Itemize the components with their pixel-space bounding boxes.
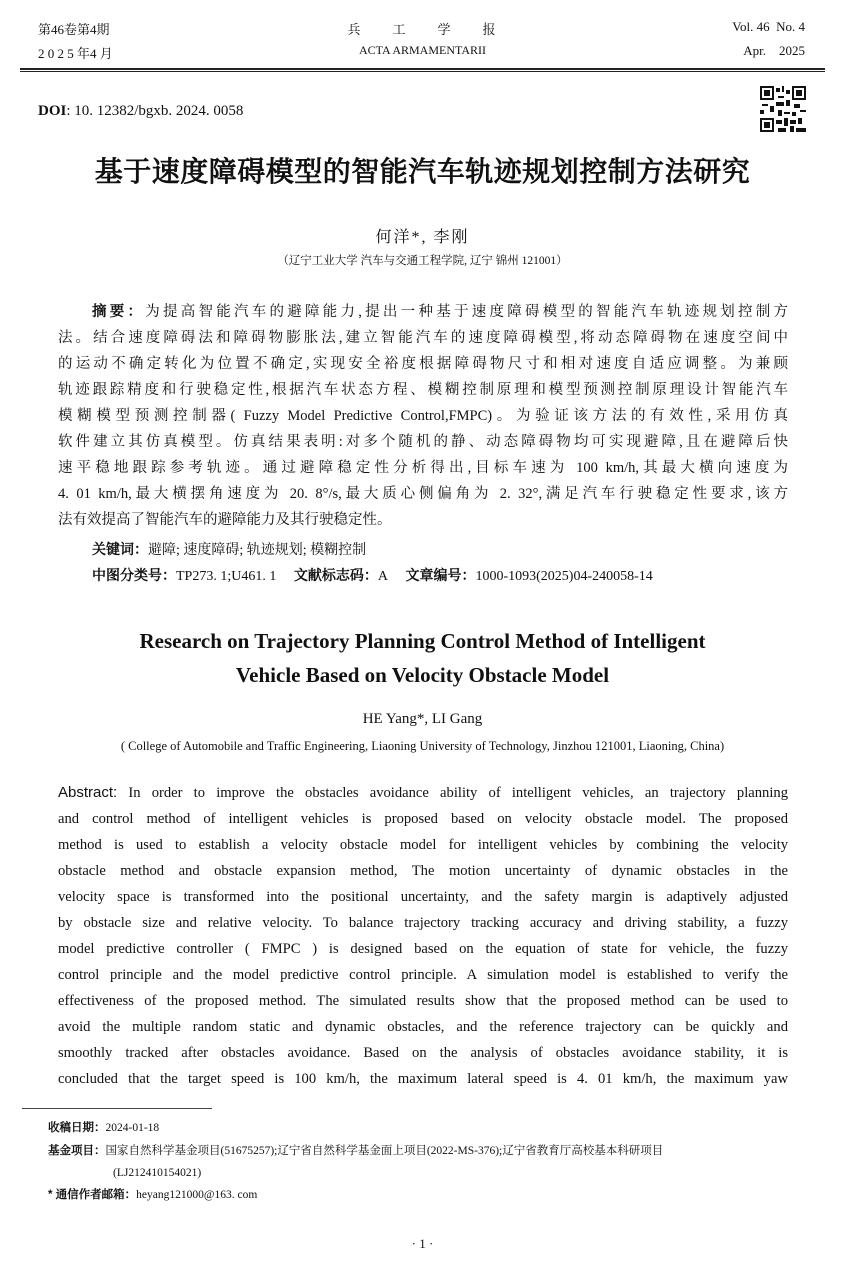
abstract-en-line: by obstacle size and relative velocity. To balance trajectory tracking accuracy and driving stability, a fuzzy [58, 915, 788, 931]
footnote-email [48, 1184, 257, 1206]
affiliation-cn: （辽宁工业大学 汽车与交通工程学院, 辽宁 锦州 121001） [277, 255, 568, 267]
clc-value: TP273. 1;U461. 1 [176, 569, 277, 584]
email-value[interactable]: heyang121000@163. com [136, 1189, 258, 1201]
abstract-cn-line: 4. 01 km/h,最大横摆角速度为 20. 8°/s,最大质心侧偏角为 2. 32°,满足汽车行驶稳定性要求,该方 [58, 486, 788, 502]
abstract-en [58, 780, 788, 1092]
abstract-cn-label: 摘要： [92, 304, 146, 320]
doi-value[interactable]: 10. 12382/bgxb. 2024. 0058 [74, 103, 244, 119]
abstract-cn [58, 299, 788, 533]
page-number: · 1 · [411, 1236, 434, 1251]
journal-date-cn: 2 0 2 5 年4 月 [38, 46, 113, 61]
doc-code-value: A [377, 569, 388, 584]
abstract-cn-line: 轨迹跟踪精度和行驶稳定性,根据汽车状态方程、模糊控制原理和模型预测控制原理设计智能汽车 [58, 382, 788, 398]
keywords-label: 关键词： [92, 541, 148, 557]
received-label: 收稿日期： [48, 1122, 106, 1134]
abstract-en-line: and control method of intelligent vehicles is proposed based on velocity obstacle model. The proposed [58, 811, 788, 827]
abstract-cn-text: 为提高智能汽车的避障能力,提出一种基于速度障碍模型的智能汽车轨迹规划控制方 [145, 304, 788, 320]
journal-volume-cn: 第46卷第4期 [38, 22, 110, 37]
footnote-received [48, 1117, 159, 1139]
qr-code-icon[interactable] [760, 86, 806, 132]
classification [92, 562, 653, 590]
keywords-value: 避障; 速度障碍; 轨迹规划; 模糊控制 [148, 543, 367, 558]
fund-value: 国家自然科学基金项目(51675257);辽宁省自然科学基金面上项目(2022-MS-376);辽宁省教育厅高校基本科研项目 [105, 1145, 664, 1157]
authors-cn: 何洋*, 李刚 [375, 229, 470, 246]
received-value: 2024-01-18 [105, 1122, 160, 1134]
abstract-en-line: concluded that the target speed is 100 km/h, the maximum lateral speed is 4. 01 km/h, the maximum yaw [58, 1071, 788, 1087]
fund-value-cont: (LJ212410154021) [113, 1167, 202, 1179]
article-number-label: 文章编号： [405, 567, 476, 583]
email-label: * 通信作者邮箱： [48, 1189, 137, 1201]
footnote-fund [48, 1140, 663, 1162]
affiliation-en: ( College of Automobile and Traffic Engineering, Liaoning University of Technology, Jinzhou 121001, Liaoning, China) [120, 739, 725, 753]
header-rule [20, 68, 825, 70]
paper-title-en [0, 624, 845, 692]
doi: DOI: 10. 12382/bgxb. 2024. 0058 [38, 103, 244, 119]
abstract-en-line: obstacle method and obstacle expansion method, The motion uncertainty of dynamic obstacles in the [58, 863, 788, 879]
abstract-en-line: model predictive controller ( FMPC ) is designed based on the equation of state for vehicle, the fuzzy [58, 941, 788, 957]
abstract-en-line: avoid the multiple random static and dynamic obstacles, and the reference trajectory can be quickly and [58, 1019, 788, 1035]
doi-label: DOI [38, 103, 67, 119]
abstract-en-text: In order to improve the obstacles avoidance ability of intelligent vehicles, an trajectory planning [128, 785, 788, 801]
abstract-en-line [58, 780, 788, 806]
paper-title-en-line: Research on Trajectory Planning Control Method of Intelligent [139, 629, 706, 653]
journal-date-en: Apr. 2025 [743, 43, 805, 58]
journal-name-en: ACTA ARMAMENTARII [358, 43, 487, 57]
clc-label: 中图分类号： [92, 567, 176, 583]
header-rule-thin [20, 71, 825, 72]
journal-name-cn: 兵 工 学 报 [347, 22, 498, 37]
abstract-cn-line: 的运动不确定转化为位置不确定,实现安全裕度根据障碍物尺寸和相对速度自适应调整。为兼顾 [58, 356, 788, 372]
abstract-cn-line: 法有效提高了智能汽车的避障能力及其行驶稳定性。 [58, 512, 392, 528]
abstract-en-line: control principle and the model predictive control principle. A simulation model is established to verify the [58, 967, 788, 983]
article-number-value: 1000-1093(2025)04-240058-14 [475, 569, 653, 584]
abstract-en-label: Abstract: [58, 784, 118, 801]
journal-volume-en: Vol. 46 No. 4 [732, 19, 805, 34]
abstract-en-line: effectiveness of the proposed method. The simulated results show that the proposed method can be used to [58, 993, 788, 1009]
keywords [92, 536, 366, 564]
abstract-cn-line [58, 299, 788, 325]
abstract-en-line: velocity space is transformed into the positional uncertainty, and the safety margin is adaptively adjusted [58, 889, 788, 905]
abstract-cn-line: 软件建立其仿真模型。仿真结果表明:对多个随机的静、动态障碍物均可实现避障,且在避障后快 [58, 434, 788, 450]
authors-en: HE Yang*, LI Gang [362, 711, 483, 727]
abstract-cn-line: 模糊模型预测控制器( Fuzzy Model Predictive Control,FMPC)。为验证该方法的有效性,采用仿真 [58, 408, 788, 424]
footnote-rule [22, 1108, 212, 1109]
paper-title-cn: 基于速度障碍模型的智能汽车轨迹规划控制方法研究 [94, 157, 751, 188]
fund-label: 基金项目： [48, 1145, 106, 1157]
abstract-cn-line: 法。结合速度障碍法和障碍物膨胀法,建立智能汽车的速度障碍模型,将动态障碍物在速度空间中 [58, 330, 788, 346]
abstract-en-line: method is used to establish a velocity obstacle model for intelligent vehicles by combining the velocity [58, 837, 788, 853]
abstract-cn-line: 速平稳地跟踪参考轨迹。通过避障稳定性分析得出,目标车速为 100 km/h,其最大横向速度为 [58, 460, 788, 476]
abstract-en-line: smoothly tracked after obstacles avoidance. Based on the analysis of obstacles avoidance stability, it is [58, 1045, 788, 1061]
doc-code-label: 文献标志码： [293, 567, 378, 583]
paper-title-en-line: Vehicle Based on Velocity Obstacle Model [235, 663, 610, 687]
